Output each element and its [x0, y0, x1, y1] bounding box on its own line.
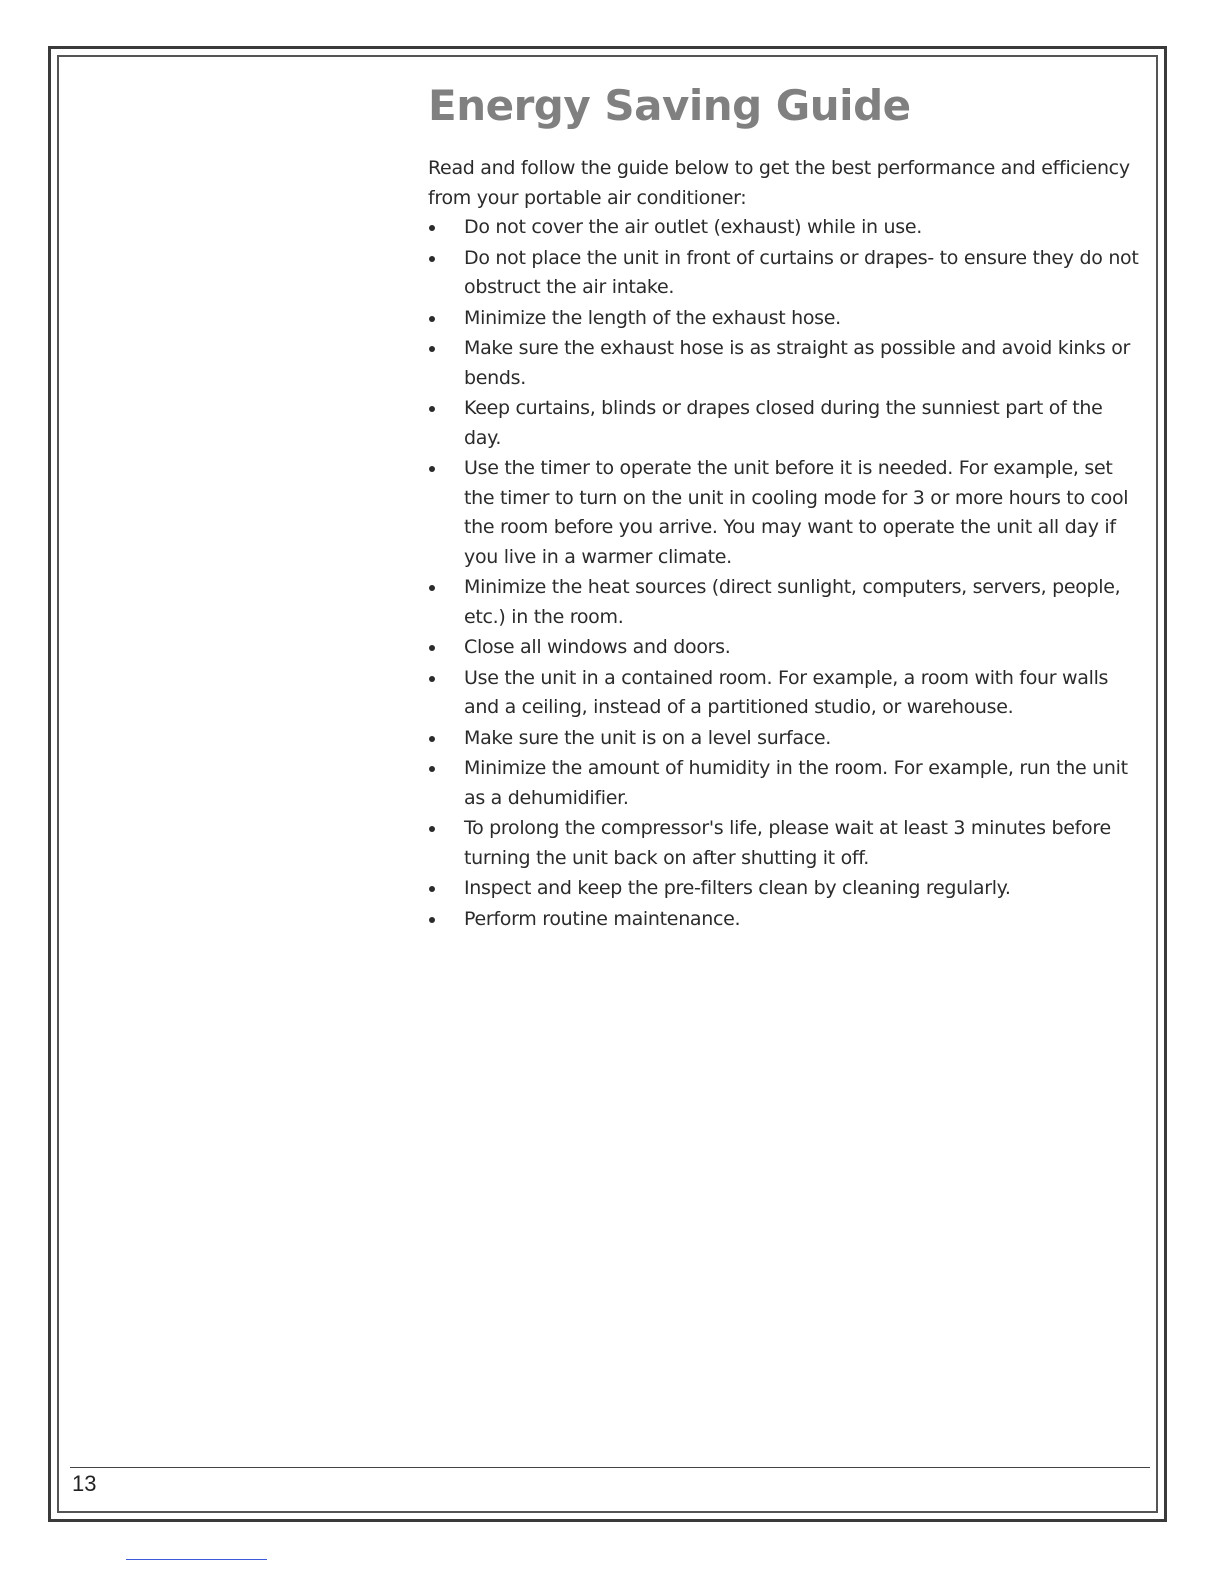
list-item-text: Use the unit in a contained room. For example, a room with four walls and a ceiling, instead of a partitioned studio, or warehouse. [464, 666, 1109, 718]
list-item [428, 454, 1144, 572]
list-item [428, 304, 1144, 334]
list-item-text: Make sure the exhaust hose is as straight as possible and avoid kinks or bends. [464, 337, 1131, 389]
energy-tips-list [428, 213, 1144, 934]
list-item-text: Minimize the length of the exhaust hose. [464, 306, 841, 329]
bullet-icon [429, 585, 435, 591]
page-title: Energy Saving Guide [428, 81, 911, 130]
bullet-icon [429, 886, 435, 892]
decorative-blue-rule [126, 1559, 267, 1560]
footer-divider [70, 1467, 1150, 1468]
list-item [428, 664, 1144, 723]
list-item-text: Minimize the heat sources (direct sunlight, computers, servers, people, etc.) in the room. [464, 576, 1121, 628]
list-item [428, 573, 1144, 632]
bullet-icon [429, 736, 435, 742]
list-item-text: Perform routine maintenance. [464, 907, 741, 930]
list-item [428, 905, 1144, 935]
bullet-icon [429, 225, 435, 231]
bullet-icon [429, 645, 435, 651]
list-item-text: Keep curtains, blinds or drapes closed during the sunniest part of the day. [464, 397, 1103, 449]
list-item-text: Do not cover the air outlet (exhaust) while in use. [464, 216, 923, 238]
list-item [428, 754, 1144, 813]
page-number: 13 [72, 1471, 97, 1496]
list-item-text: Inspect and keep the pre-filters clean by cleaning regularly. [464, 877, 1011, 899]
bullet-icon [429, 676, 435, 682]
list-item-text: To prolong the compressor's life, please wait at least 3 minutes before turning the unit back on after shutting it off. [464, 817, 1111, 869]
list-item [428, 874, 1144, 904]
bullet-icon [429, 826, 435, 832]
list-item [428, 814, 1144, 873]
main-content [428, 80, 1144, 935]
list-item [428, 244, 1144, 303]
list-item [428, 633, 1144, 663]
bullet-icon [429, 766, 435, 772]
list-item [428, 334, 1144, 393]
bullet-icon [429, 316, 435, 322]
list-item-text: Make sure the unit is on a level surface. [464, 726, 832, 749]
list-item-text: Use the timer to operate the unit before it is needed. For example, set the timer to turn on the unit in cooling mode for 3 or more hours to cool the room before you arrive. You may want to operate the unit all day if you live in a warmer climate. [464, 457, 1129, 568]
bullet-icon [429, 256, 435, 262]
list-item-text: Close all windows and doors. [464, 636, 731, 658]
intro-paragraph: Read and follow the guide below to get the best performance and efficiency from your portable air conditioner: [428, 157, 1130, 209]
list-item-text: Minimize the amount of humidity in the room. For example, run the unit as a dehumidifier. [464, 757, 1128, 809]
bullet-icon [429, 917, 435, 923]
bullet-icon [429, 406, 435, 412]
bullet-icon [429, 346, 435, 352]
list-item [428, 213, 1144, 243]
list-item [428, 394, 1144, 453]
list-item [428, 724, 1144, 754]
list-item-text: Do not place the unit in front of curtains or drapes- to ensure they do not obstruct the air intake. [464, 246, 1139, 298]
bullet-icon [429, 466, 435, 472]
